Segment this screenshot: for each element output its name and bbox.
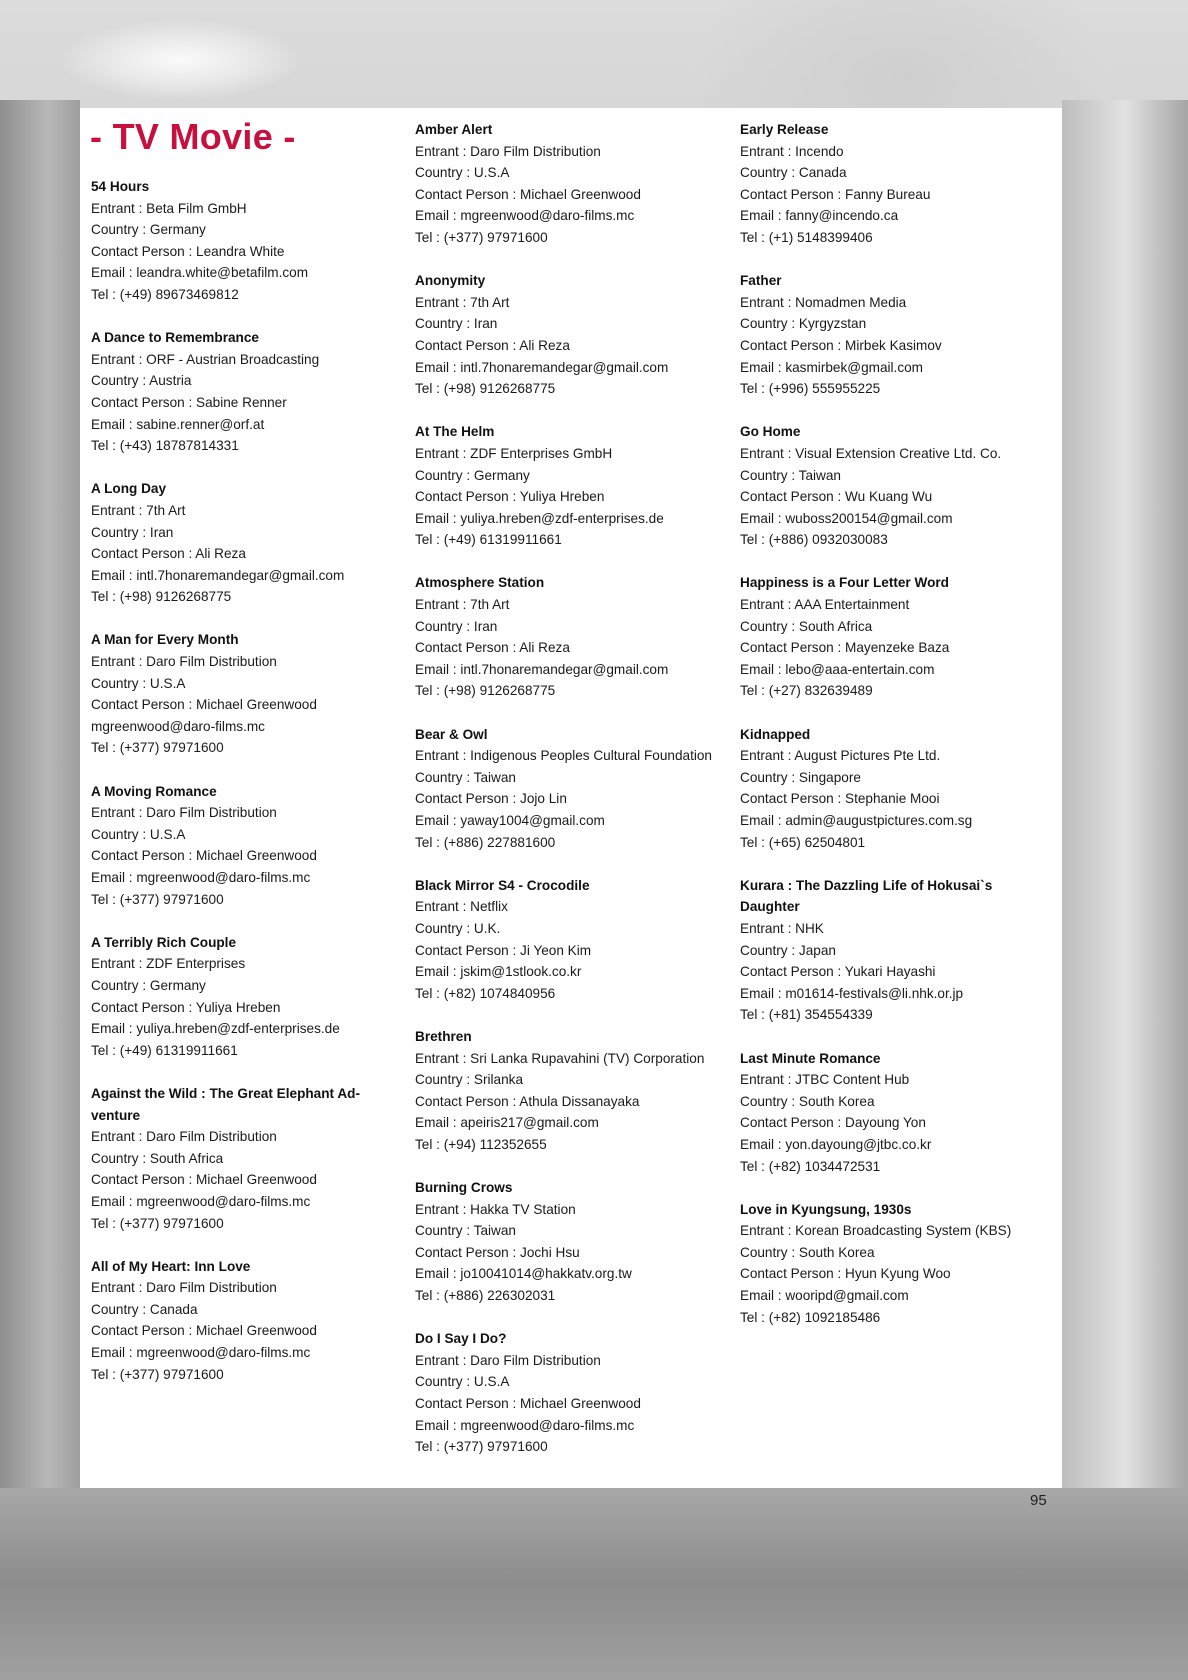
entry-detail: Tel : (+377) 97971600 xyxy=(91,740,224,756)
entry-title: Kurara : The Dazzling Life of Hokusai`s Daughter xyxy=(740,877,993,915)
entry-detail: Contact Person : Mayenzeke Baza xyxy=(740,640,950,656)
entry-detail: Email : jo10041014@hakkatv.org.tw xyxy=(415,1266,632,1282)
entry-title: A Long Day xyxy=(91,481,167,497)
entry xyxy=(415,1026,720,1156)
entry-detail: Country : Iran xyxy=(415,316,498,332)
entry-detail: Tel : (+65) 62504801 xyxy=(740,834,866,850)
entry-title: Atmosphere Station xyxy=(415,575,545,591)
entry-title: 54 Hours xyxy=(91,179,150,194)
column-1 xyxy=(91,176,376,1407)
entry-detail: Email : leandra.white@betafilm.com xyxy=(91,265,309,281)
entry-detail: Email : mgreenwood@daro-films.mc xyxy=(415,1417,635,1433)
entry-detail: Contact Person : Michael Greenwood xyxy=(91,1323,317,1339)
entry-detail: Country : U.S.A xyxy=(91,826,186,842)
entry-detail: Country : Japan xyxy=(740,942,836,958)
entry-detail: Country : U.K. xyxy=(415,920,501,936)
entry xyxy=(91,932,376,1062)
entry-detail: Country : South Korea xyxy=(740,1244,875,1260)
entry-detail: Tel : (+886) 227881600 xyxy=(415,834,556,850)
entry-title: Early Release xyxy=(740,122,829,137)
entry-detail: Email : fanny@incendo.ca xyxy=(740,208,899,224)
entry xyxy=(740,1199,1040,1329)
entry-detail: Tel : (+377) 97971600 xyxy=(415,1439,548,1455)
entry-detail: Contact Person : Yukari Hayashi xyxy=(740,964,936,980)
entry-detail: Contact Person : Michael Greenwood xyxy=(415,1396,641,1412)
entry-detail: Country : Germany xyxy=(415,467,530,483)
entry-detail: Tel : (+27) 832639489 xyxy=(740,683,873,699)
entry-detail: Email : yaway1004@gmail.com xyxy=(415,813,605,828)
entry-detail: Country : Singapore xyxy=(740,769,861,785)
page-number: 95 xyxy=(1030,1492,1047,1509)
entry-detail: Country : Taiwan xyxy=(740,467,841,483)
entry-detail: Entrant : AAA Entertainment xyxy=(740,597,910,613)
entry-detail: Country : South Africa xyxy=(91,1150,224,1166)
entry xyxy=(415,270,720,400)
entry-detail: Entrant : Daro Film Distribution xyxy=(91,1129,277,1145)
entry-detail: Contact Person : Stephanie Mooi xyxy=(740,791,940,807)
entry-detail: Entrant : Beta Film GmbH xyxy=(91,200,247,216)
entry-title: All of My Heart: Inn Love xyxy=(91,1258,251,1274)
entry-detail: Contact Person : Mirbek Kasimov xyxy=(740,337,942,353)
entry-title: A Terribly Rich Couple xyxy=(91,934,237,950)
entry xyxy=(415,421,720,551)
entry-detail: Email : mgreenwood@daro-films.mc xyxy=(415,208,635,224)
entry-detail: Contact Person : Yuliya Hreben xyxy=(91,999,281,1015)
background-photo-bottom xyxy=(0,1488,1188,1680)
entry-detail: Entrant : August Pictures Pte Ltd. xyxy=(740,748,941,764)
entry xyxy=(415,875,720,1005)
entry-detail: mgreenwood@daro-films.mc xyxy=(91,718,265,734)
entry xyxy=(91,1083,376,1234)
entry-detail: Country : Canada xyxy=(91,1301,198,1317)
entry xyxy=(740,270,1040,400)
entry-detail: Email : wuboss200154@gmail.com xyxy=(740,510,953,526)
entry-detail: Entrant : Hakka TV Station xyxy=(415,1201,576,1217)
entry-detail: Country : Iran xyxy=(415,618,498,634)
entry-detail: Country : South Korea xyxy=(740,1093,875,1109)
entry-detail: Entrant : ZDF Enterprises xyxy=(91,956,246,972)
entry-detail: Country : Iran xyxy=(91,524,174,540)
entry-title: Happiness is a Four Letter Word xyxy=(740,575,949,591)
entry xyxy=(740,119,1040,249)
entry-detail: Email : wooripd@gmail.com xyxy=(740,1288,909,1304)
entry-detail: Contact Person : Michael Greenwood xyxy=(91,848,317,864)
column-2 xyxy=(415,119,720,1479)
entry-detail: Contact Person : Ali Reza xyxy=(91,546,246,562)
entry xyxy=(415,119,720,249)
content-panel xyxy=(80,108,1062,1488)
entry-detail: Tel : (+886) 226302031 xyxy=(415,1288,556,1304)
entry xyxy=(91,1256,376,1386)
entry-detail: Contact Person : Fanny Bureau xyxy=(740,186,931,202)
entry-detail: Tel : (+98) 9126268775 xyxy=(415,381,556,397)
entry-detail: Tel : (+377) 97971600 xyxy=(91,1215,224,1231)
entry xyxy=(740,875,1040,1026)
entry-detail: Contact Person : Yuliya Hreben xyxy=(415,489,605,505)
entry-detail: Email : mgreenwood@daro-films.mc xyxy=(91,870,311,885)
entry-detail: Contact Person : Jojo Lin xyxy=(415,791,567,807)
entry-detail: Tel : (+82) 1034472531 xyxy=(740,1158,881,1174)
entry-detail: Country : Kyrgyzstan xyxy=(740,316,867,332)
entry-title: A Moving Romance xyxy=(91,783,217,799)
entry-detail: Contact Person : Dayoung Yon xyxy=(740,1115,926,1131)
entry-detail: Tel : (+49) 61319911661 xyxy=(415,532,562,548)
entry-detail: Email : m01614-festivals@li.nhk.or.jp xyxy=(740,985,964,1001)
entry-detail: Contact Person : Ji Yeon Kim xyxy=(415,942,592,958)
entry-title: Kidnapped xyxy=(740,726,811,742)
entry-title: Black Mirror S4 - Crocodile xyxy=(415,877,590,893)
entry xyxy=(91,629,376,759)
entry-detail: Contact Person : Athula Dissanayaka xyxy=(415,1093,640,1109)
entry-detail: Entrant : Daro Film Distribution xyxy=(91,1280,277,1296)
entry-detail: Email : jskim@1stlook.co.kr xyxy=(415,964,582,980)
entry-detail: Tel : (+98) 9126268775 xyxy=(91,589,232,605)
entry-detail: Tel : (+98) 9126268775 xyxy=(415,683,556,699)
entry xyxy=(91,176,376,306)
entry-detail: Entrant : Daro Film Distribution xyxy=(415,1352,601,1368)
entry-detail: Entrant : 7th Art xyxy=(415,597,510,613)
entry-detail: Tel : (+82) 1092185486 xyxy=(740,1309,881,1325)
entry-detail: Tel : (+82) 1074840956 xyxy=(415,985,556,1001)
entry-detail: Tel : (+377) 97971600 xyxy=(91,891,224,907)
entry-detail: Country : Austria xyxy=(91,373,192,389)
entry-title: Do I Say I Do? xyxy=(415,1331,507,1347)
entry-title: Love in Kyungsung, 1930s xyxy=(740,1201,912,1217)
entry xyxy=(415,572,720,702)
entry-detail: Contact Person : Ali Reza xyxy=(415,640,570,656)
entry-detail: Tel : (+886) 0932030083 xyxy=(740,532,888,548)
entry-title: Last Minute Romance xyxy=(740,1050,881,1066)
entry-detail: Email : yon.dayoung@jtbc.co.kr xyxy=(740,1136,932,1152)
entry xyxy=(740,724,1040,854)
entry-detail: Contact Person : Michael Greenwood xyxy=(91,697,317,713)
entry-detail: Country : South Africa xyxy=(740,618,873,634)
entry-detail: Email : yuliya.hreben@zdf-enterprises.de xyxy=(415,510,664,526)
entry-detail: Contact Person : Ali Reza xyxy=(415,337,570,353)
entry-detail: Email : intl.7honaremandegar@gmail.com xyxy=(91,567,345,583)
entry xyxy=(91,327,376,457)
background-photo-left xyxy=(0,100,80,1680)
entry-detail: Entrant : Daro Film Distribution xyxy=(91,654,277,670)
entry-detail: Tel : (+1) 5148399406 xyxy=(740,229,873,245)
entry-detail: Contact Person : Leandra White xyxy=(91,243,285,259)
entry-detail: Entrant : NHK xyxy=(740,920,824,936)
entry-detail: Entrant : JTBC Content Hub xyxy=(740,1072,910,1088)
entry-detail: Contact Person : Hyun Kyung Woo xyxy=(740,1266,951,1282)
entry-detail: Tel : (+43) 18787814331 xyxy=(91,438,239,454)
entry-detail: Tel : (+49) 89673469812 xyxy=(91,286,239,302)
entry xyxy=(740,572,1040,702)
entry-title: Brethren xyxy=(415,1028,472,1044)
section-title: - TV Movie - xyxy=(90,116,296,157)
entry-detail: Tel : (+377) 97971600 xyxy=(415,229,548,245)
entry-detail: Email : admin@augustpictures.com.sg xyxy=(740,813,973,828)
entry xyxy=(91,478,376,608)
entry-detail: Country : U.S.A xyxy=(91,675,186,691)
entry-detail: Email : intl.7honaremandegar@gmail.com xyxy=(415,661,669,677)
entry-detail: Country : Germany xyxy=(91,222,206,238)
entry-detail: Country : U.S.A xyxy=(415,1374,510,1390)
entry-detail: Email : lebo@aaa-entertain.com xyxy=(740,661,935,677)
entry-detail: Entrant : ZDF Enterprises GmbH xyxy=(415,445,613,461)
entry-detail: Country : Germany xyxy=(91,977,206,993)
entry-detail: Country : Canada xyxy=(740,165,847,181)
entry-detail: Country : Taiwan xyxy=(415,1223,516,1239)
entry-detail: Contact Person : Michael Greenwood xyxy=(415,186,641,202)
column-3 xyxy=(740,119,1040,1350)
entry xyxy=(415,724,720,854)
entry-title: A Dance to Remembrance xyxy=(91,330,259,346)
entry-detail: Tel : (+49) 61319911661 xyxy=(91,1042,238,1058)
entry-detail: Tel : (+81) 354554339 xyxy=(740,1007,873,1023)
entry-detail: Tel : (+377) 97971600 xyxy=(91,1366,224,1382)
entry-title: Anonymity xyxy=(415,273,486,289)
entry-detail: Email : mgreenwood@daro-films.mc xyxy=(91,1193,311,1209)
entry-detail: Contact Person : Wu Kuang Wu xyxy=(740,489,933,505)
entry-title: Father xyxy=(740,273,782,289)
entry-title: At The Helm xyxy=(415,424,495,440)
entry-detail: Entrant : 7th Art xyxy=(415,294,510,310)
background-photo-right xyxy=(1062,100,1188,1680)
entry-detail: Entrant : Indigenous Peoples Cultural Foundation xyxy=(415,748,712,764)
entry-detail: Email : yuliya.hreben@zdf-enterprises.de xyxy=(91,1021,340,1037)
entry-title: Against the Wild : The Great Elephant Ad-venture xyxy=(91,1085,360,1123)
entry-detail: Email : mgreenwood@daro-films.mc xyxy=(91,1345,311,1361)
entry-detail: Entrant : Netflix xyxy=(415,899,508,915)
entry-detail: Entrant : Sri Lanka Rupavahini (TV) Corporation xyxy=(415,1050,705,1066)
entry-detail: Entrant : Nomadmen Media xyxy=(740,294,907,310)
entry-detail: Email : apeiris217@gmail.com xyxy=(415,1115,599,1131)
entry xyxy=(415,1328,720,1458)
entry-title: Go Home xyxy=(740,424,801,440)
entry-detail: Entrant : Daro Film Distribution xyxy=(91,805,277,821)
entry xyxy=(415,1177,720,1307)
entry xyxy=(91,781,376,911)
entry-detail: Contact Person : Michael Greenwood xyxy=(91,1172,317,1188)
entry-detail: Entrant : Visual Extension Creative Ltd. Co. xyxy=(740,445,1002,461)
entry-detail: Entrant : 7th Art xyxy=(91,502,186,518)
entry-detail: Entrant : Korean Broadcasting System (KBS) xyxy=(740,1223,1012,1239)
entry-detail: Email : sabine.renner@orf.at xyxy=(91,416,265,432)
entry-detail: Tel : (+996) 555955225 xyxy=(740,381,881,397)
entry-detail: Country : U.S.A xyxy=(415,165,510,181)
entry-detail: Contact Person : Sabine Renner xyxy=(91,394,287,410)
entry-title: A Man for Every Month xyxy=(91,632,239,648)
entry-detail: Email : kasmirbek@gmail.com xyxy=(740,359,924,375)
entry-title: Burning Crows xyxy=(415,1180,513,1196)
entry-detail: Contact Person : Jochi Hsu xyxy=(415,1244,580,1260)
entry-title: Bear & Owl xyxy=(415,726,488,742)
entry-detail: Country : Srilanka xyxy=(415,1072,524,1088)
entry-title: Amber Alert xyxy=(415,122,493,137)
entry-detail: Entrant : ORF - Austrian Broadcasting xyxy=(91,351,320,367)
entry-detail: Email : intl.7honaremandegar@gmail.com xyxy=(415,359,669,375)
entry-detail: Tel : (+94) 112352655 xyxy=(415,1136,547,1152)
entry-detail: Country : Taiwan xyxy=(415,769,516,785)
entry-detail: Entrant : Daro Film Distribution xyxy=(415,143,601,159)
entry-detail: Entrant : Incendo xyxy=(740,143,844,159)
entry xyxy=(740,1048,1040,1178)
entry xyxy=(740,421,1040,551)
